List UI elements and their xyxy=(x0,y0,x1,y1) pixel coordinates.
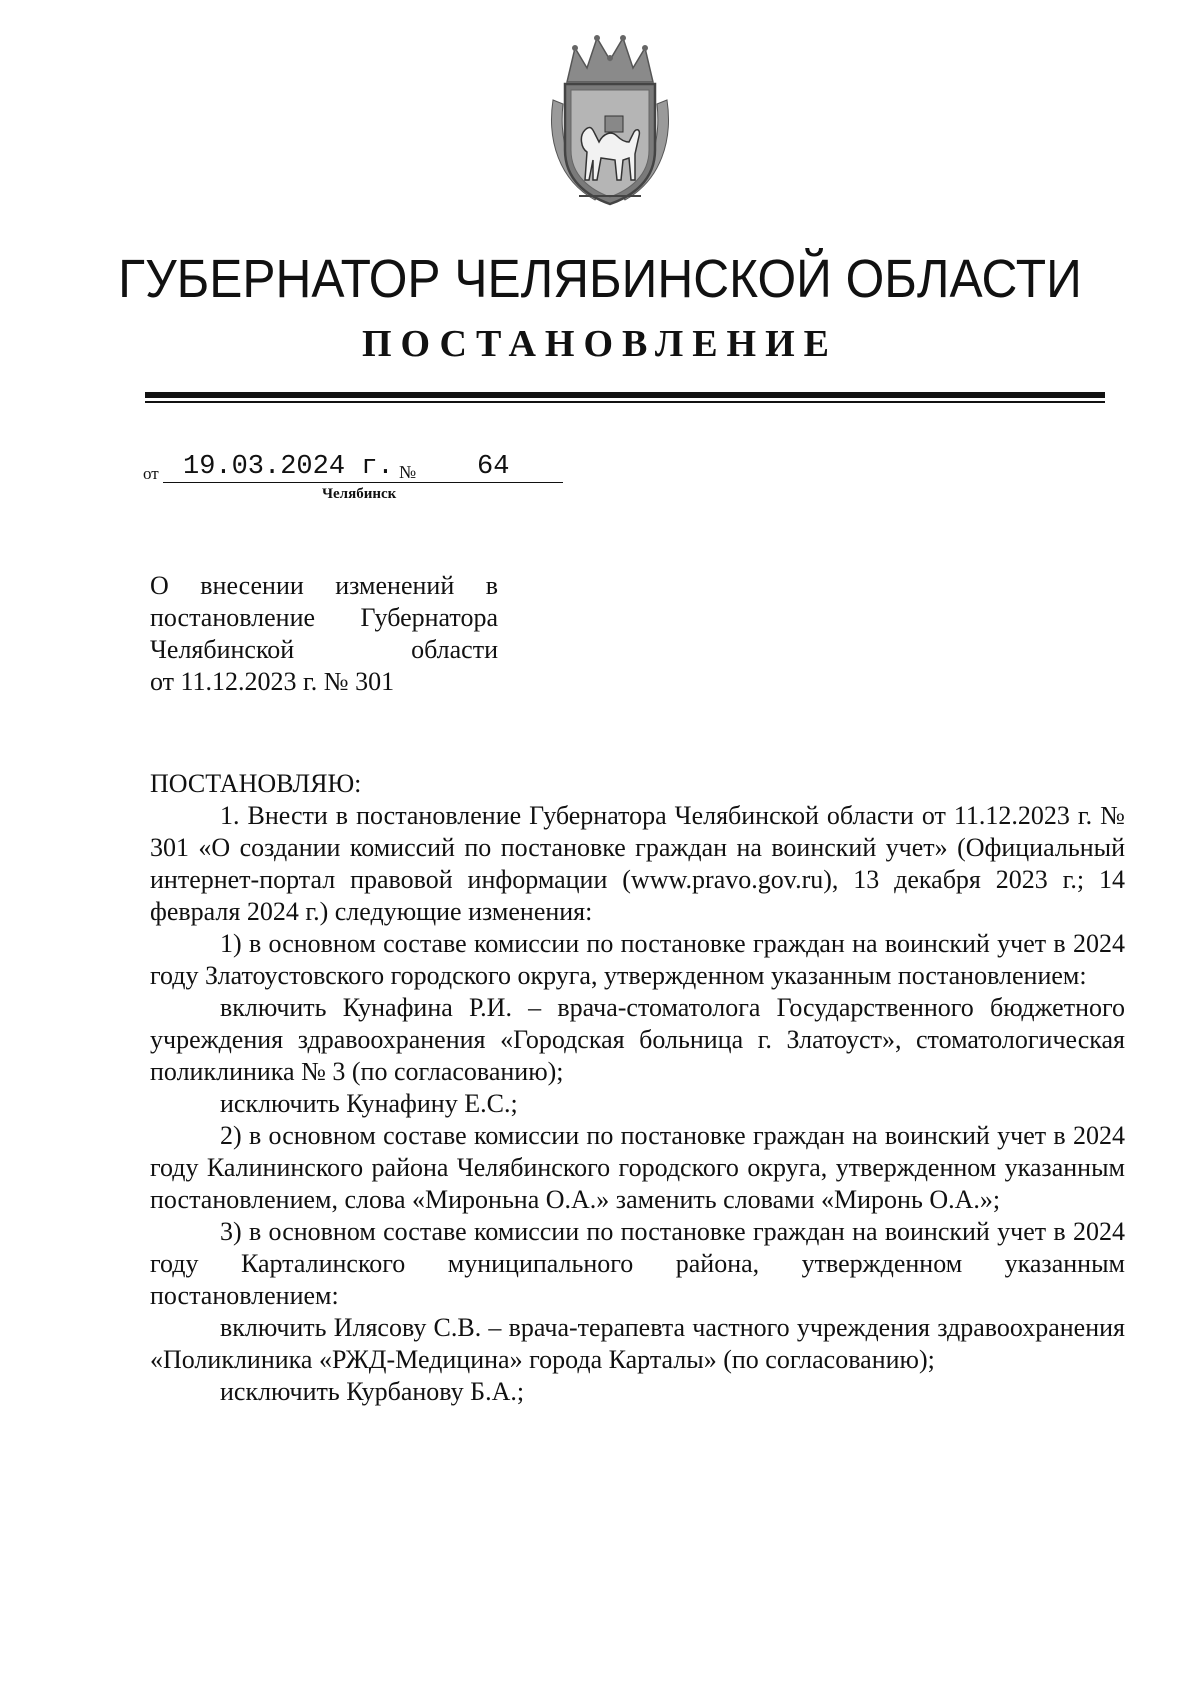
document-date: 19.03.2024 г. xyxy=(183,452,394,482)
coat-of-arms-emblem xyxy=(545,30,675,210)
header-rule-thin xyxy=(145,401,1105,403)
issue-city: Челябинск xyxy=(322,486,397,502)
body-paragraph: 1. Внести в постановление Губернатора Челябинской области от 11.12.2023 г. № 301 «О создании комиссий по постановке граждан на воинский учет» (Официальный интернет-портал правовой информации (www.pravo.gov.ru), 13 декабря 2023 г.; 14 февраля 2024 г.) следующие изменения: xyxy=(150,801,1125,926)
issuer-title: ГУБЕРНАТОР ЧЕЛЯБИНСКОЙ ОБЛАСТИ xyxy=(118,249,1082,309)
body-paragraph: 3) в основном составе комиссии по постановке граждан на воинский учет в 2024 году Карталинского муниципального района, утвержденном указанным постановлением: xyxy=(150,1217,1125,1310)
body-paragraph: включить Илясову С.В. – врача-терапевта частного учреждения здравоохранения «Поликлиника «РЖД-Медицина» города Карталы» (по согласованию); xyxy=(150,1313,1125,1374)
subject-line: от 11.12.2023 г. № 301 xyxy=(150,667,395,696)
document-type: ПОСТАНОВЛЕНИЕ xyxy=(361,323,839,365)
date-number-line xyxy=(143,452,603,488)
subject-line: О внесении изменений в xyxy=(150,571,498,600)
document-number: 64 xyxy=(477,452,510,482)
body-paragraph: 2) в основном составе комиссии по постановке граждан на воинский учет в 2024 году Калининского района Челябинского городского округа, утвержденном указанным постановлением, слова «Мироньна О.А.» заменить словами «Миронь О.А.»; xyxy=(150,1121,1125,1214)
body-paragraph: исключить Кунафину Е.С.; xyxy=(220,1089,518,1118)
body-paragraph: исключить Курбанову Б.А.; xyxy=(220,1377,525,1406)
number-label: № xyxy=(399,462,417,482)
document-subject xyxy=(150,570,498,698)
body-paragraph: 1) в основном составе комиссии по постановке граждан на воинский учет в 2024 году Златоустовского городского округа, утвержденном указанным постановлением: xyxy=(150,929,1125,990)
subject-line: Челябинской области xyxy=(150,635,498,664)
from-label: от xyxy=(143,464,159,483)
header-rule-thick xyxy=(145,392,1105,398)
body-paragraph: включить Кунафина Р.И. – врача-стоматолога Государственного бюджетного учреждения здравоохранения «Городская больница г. Златоуст», стоматологическая поликлиника № 3 (по согласованию); xyxy=(150,993,1125,1086)
subject-line: постановление Губернатора xyxy=(150,603,498,632)
number-underline xyxy=(433,482,563,483)
resolution-heading: ПОСТАНОВЛЯЮ: xyxy=(150,769,362,798)
document-body xyxy=(150,768,1125,1408)
